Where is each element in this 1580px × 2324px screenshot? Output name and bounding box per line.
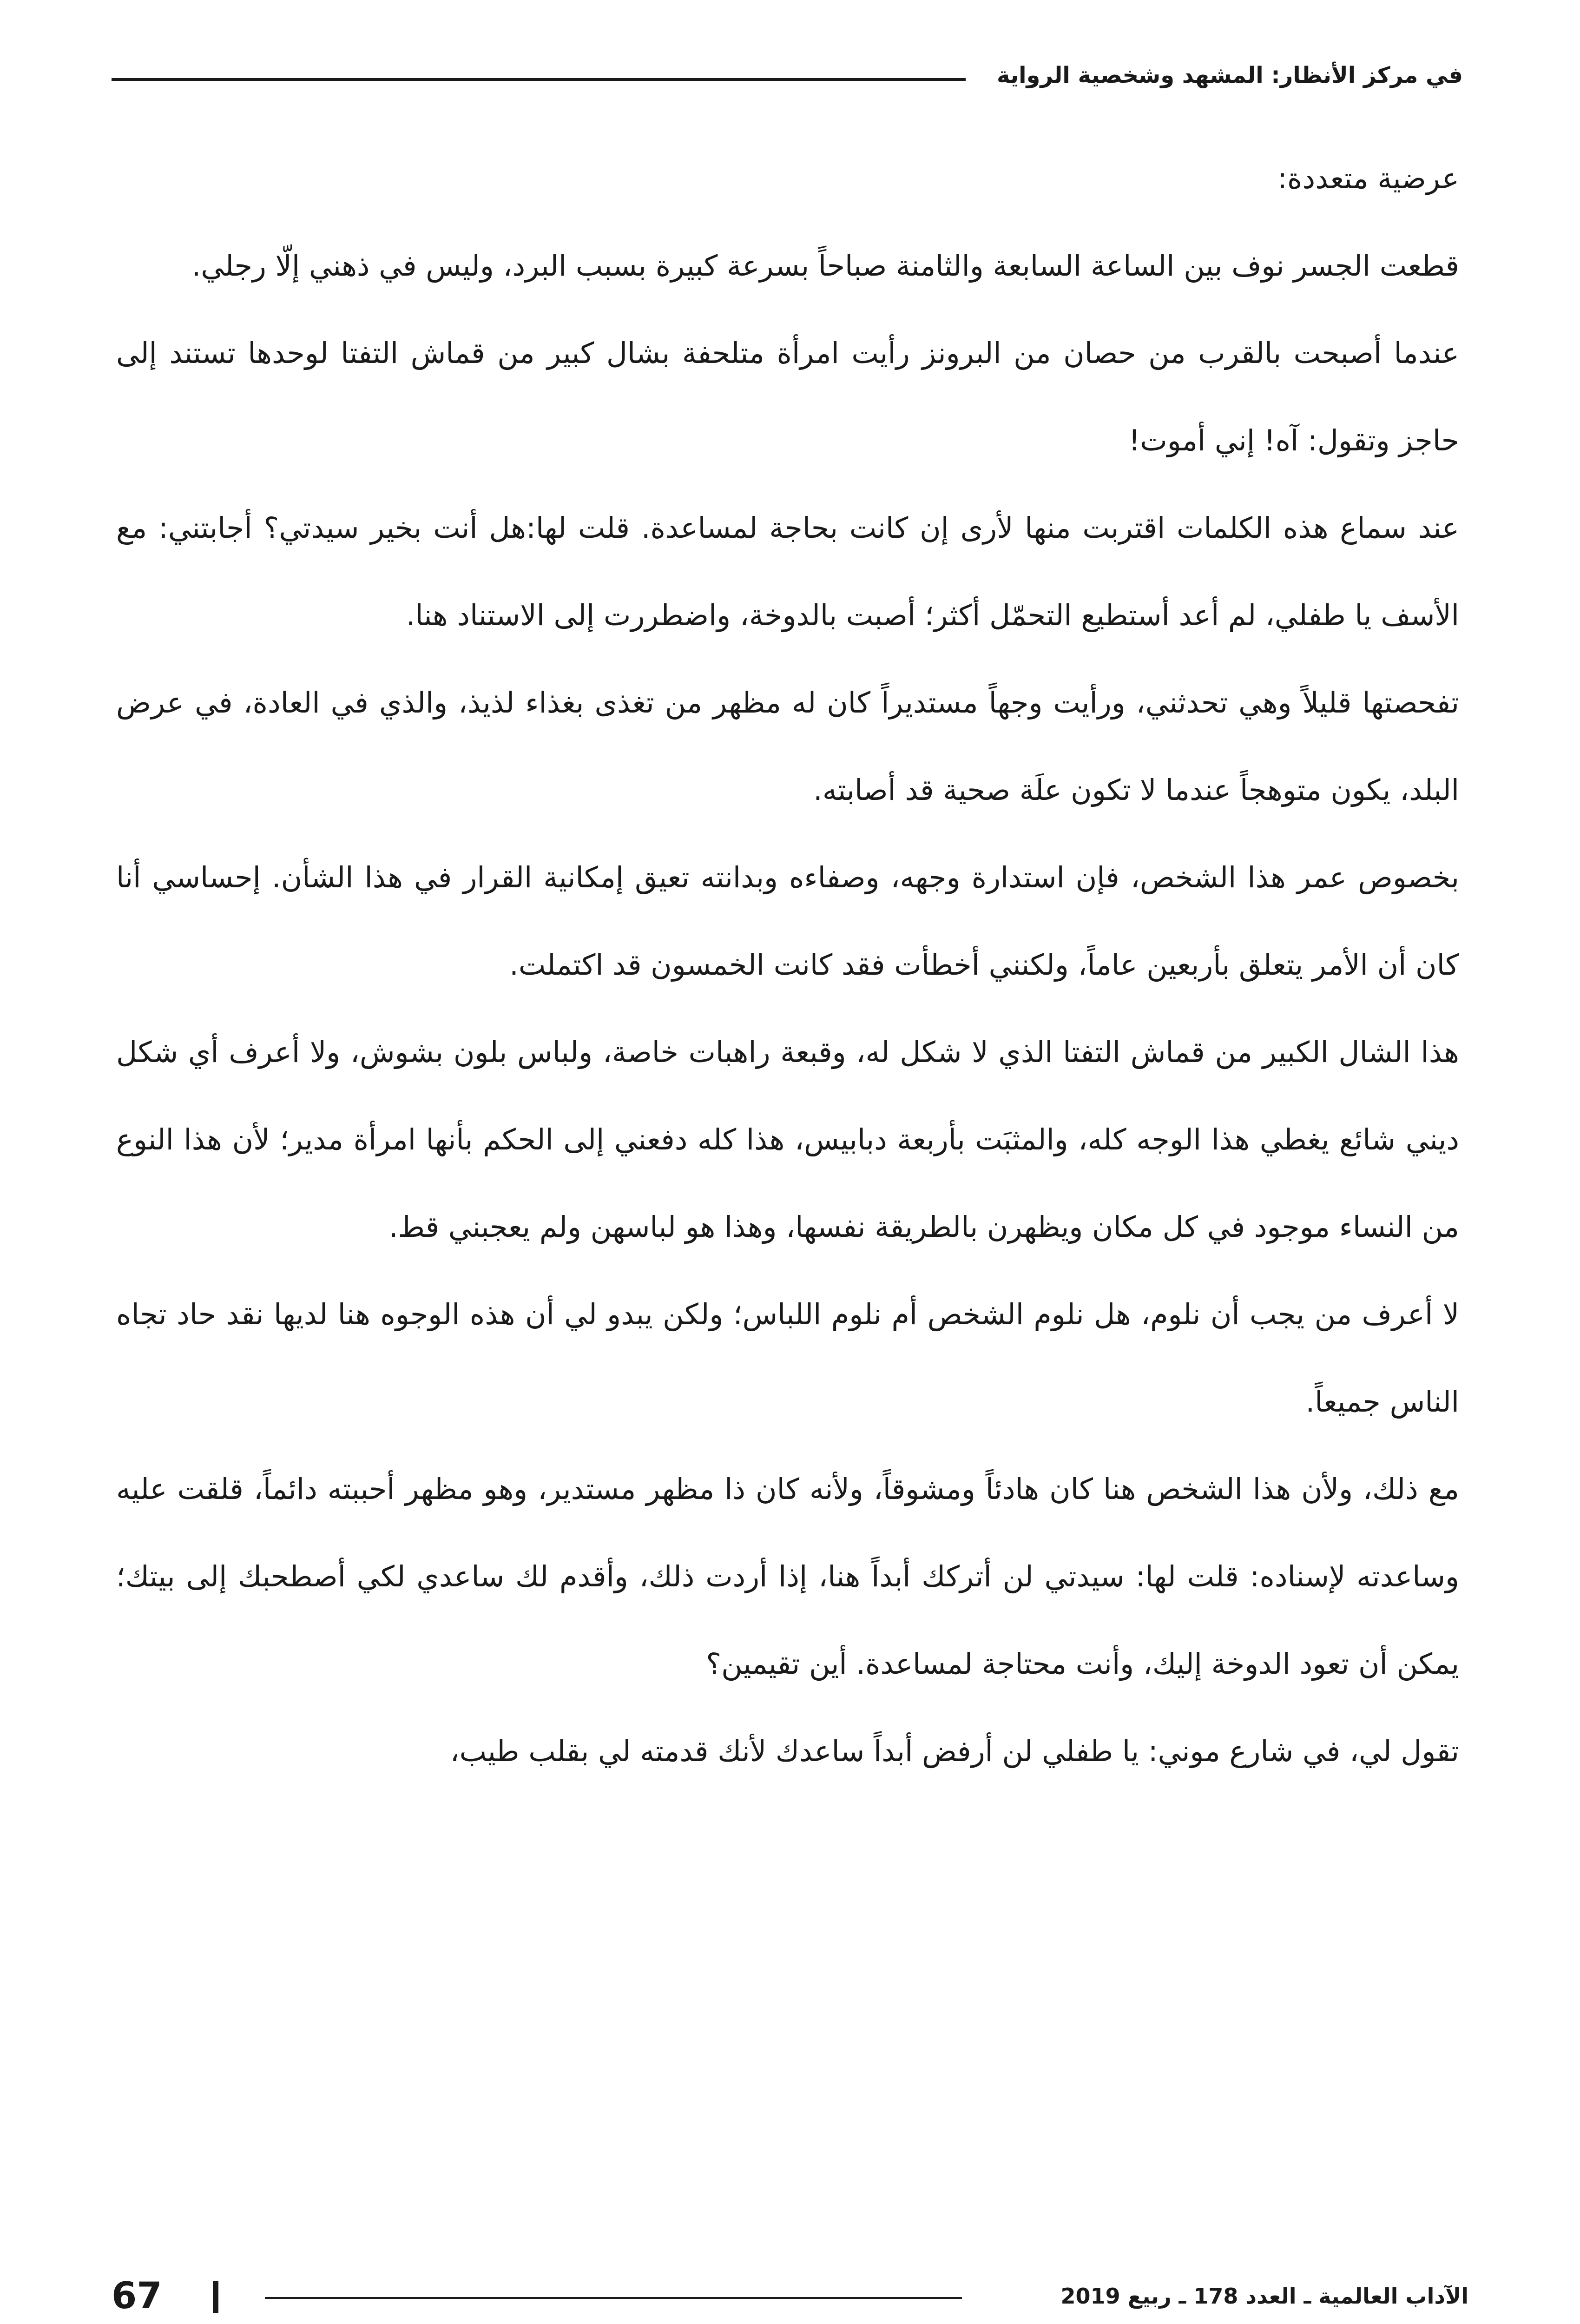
paragraph: عند سماع هذه الكلمات اقتربت منها لأرى إن كانت بحاجة لمساعدة. قلت لها:هل أنت بخير سيدتي؟ أجابتني: مع الأسف يا طفلي، لم أعد أستطيع التحمّل أكثر؛ أصبت بالدوخة، واضطررت إلى الاستناد هنا. <box>116 511 1459 632</box>
paragraph: تقول لي، في شارع موني: يا طفلي لن أرفض أبداً ساعدك لأنك قدمته لي بقلب طيب، <box>450 1734 1459 1768</box>
header-rule <box>112 78 966 81</box>
footer-rule <box>265 2297 962 2299</box>
paragraph: تفحصتها قليلاً وهي تحدثني، ورأيت وجهاً مستديراً كان له مظهر من تغذى بغذاء لذيذ، والذي في العادة، في عرض البلد، يكون متوهجاً عندما لا تكون علَة صحية قد أصابته. <box>116 686 1459 807</box>
paragraph: عندما أصبحت بالقرب من حصان من البرونز رأيت امرأة متلحفة بشال كبير من قماش التفتا لوحدها تستند إلى حاجز وتقول: آه! إني أموت! <box>116 336 1459 457</box>
paragraph: قطعت الجسر نوف بين الساعة السابعة والثامنة صباحاً بسرعة كبيرة بسبب البرد، وليس في ذهني إلّا رجلي. <box>191 249 1459 283</box>
page-number: 67 <box>112 2275 162 2317</box>
paragraph: مع ذلك، ولأن هذا الشخص هنا كان هادئاً ومشوقاً، ولأنه كان ذا مظهر مستدير، وهو مظهر أحببته دائماً، قلقت عليه وساعدته لإسناده: قلت لها: سيدتي لن أتركك أبداً هنا، إذا أردت ذلك، وأقدم لك ساعدي لكي أصطحبك إلى بيتك؛ يمكن أن تعود الدوخة إليك، وأنت محتاجة لمساعدة. أين تقيمين؟ <box>116 1472 1459 1681</box>
page-footer <box>112 2268 1468 2324</box>
body-text <box>116 135 1459 1795</box>
paragraph: عرضية متعددة: <box>1277 161 1459 195</box>
page-number-divider <box>213 2281 218 2313</box>
paragraph: لا أعرف من يجب أن نلوم، هل نلوم الشخص أم نلوم اللباس؛ ولكن يبدو لي أن هذه الوجوه هنا لديها نقد حاد تجاه الناس جميعاً. <box>116 1297 1459 1419</box>
paragraph: هذا الشال الكبير من قماش التفتا الذي لا شكل له، وقبعة راهبات خاصة، ولباس بلون بشوش، ولا أعرف أي شكل ديني شائع يغطي هذا الوجه كله، والمثبَت بأربعة دبابيس، هذا كله دفعني إلى الحكم بأنها امرأة مدير؛ لأن هذا النوع من النساء موجود في كل مكان ويظهرن بالطريقة نفسها، وهذا هو لباسهن ولم يعجبني قط. <box>116 1035 1459 1244</box>
paragraph: بخصوص عمر هذا الشخص، فإن استدارة وجهه، وصفاءه وبدانته تعيق إمكانية القرار في هذا الشأن. إحساسي أنا كان أن الأمر يتعلق بأربعين عاماً، ولكنني أخطأت فقد كانت الخمسون قد اكتملت. <box>116 860 1459 982</box>
running-header <box>112 52 1463 99</box>
running-title: في مركز الأنظار: المشهد وشخصية الرواية <box>996 62 1463 88</box>
journal-issue: الآداب العالمية ـ العدد 178 ـ ربيع 2019 <box>1060 2284 1468 2309</box>
